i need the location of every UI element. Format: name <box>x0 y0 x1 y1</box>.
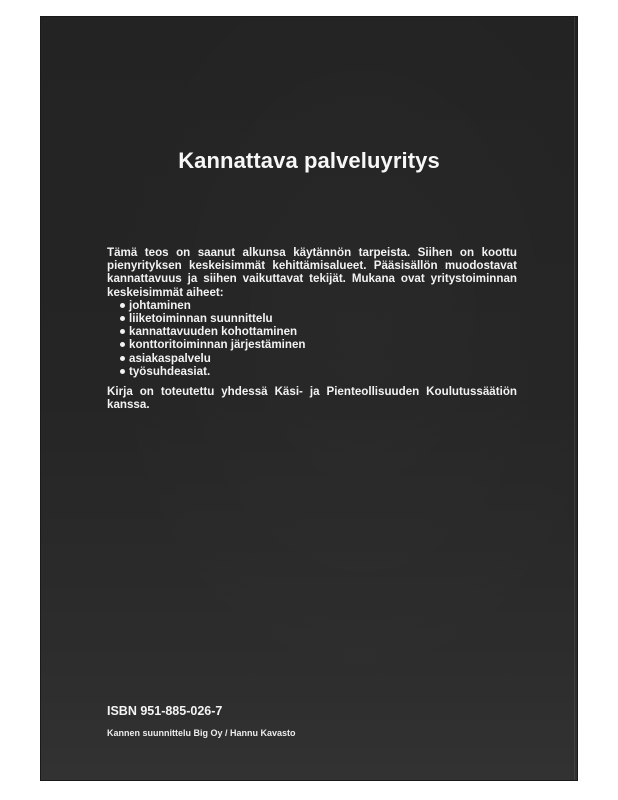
bullet-icon <box>120 356 125 361</box>
topic-label: työsuhdeasiat. <box>129 364 211 378</box>
bullet-icon <box>120 342 125 347</box>
closing-paragraph: Kirja on toteutettu yhdessä Käsi- ja Pienteollisuuden Koulutussäätiön kanssa. <box>107 385 517 412</box>
topic-item <box>120 365 517 378</box>
topic-label: liiketoiminnan suunnittelu <box>129 312 273 326</box>
topic-item <box>120 352 517 365</box>
topic-item <box>120 325 517 338</box>
bullet-icon <box>120 329 125 334</box>
topic-label: konttoritoiminnan järjestäminen <box>129 338 306 352</box>
topic-item <box>120 299 517 312</box>
intro-paragraph: Tämä teos on saanut alkunsa käytännön tarpeista. Siihen on koottu pienyrityksen keskeisimmät kehittämisalueet. Pääsisällön muodostavat kannattavuus ja siihen vaikuttavat tekijät. Mukana ovat yritystoiminnan keskeisimmät aiheet: <box>107 246 517 299</box>
book-back-cover <box>41 17 577 780</box>
topic-list <box>107 299 517 378</box>
topic-label: kannattavuuden kohottaminen <box>129 325 298 339</box>
isbn-number: ISBN 951-885-026-7 <box>107 704 223 718</box>
topic-label: johtaminen <box>129 298 191 312</box>
topic-item <box>120 338 517 351</box>
bullet-icon <box>120 303 125 308</box>
cover-design-credit: Kannen suunnittelu Big Oy / Hannu Kavasto <box>107 728 296 738</box>
topic-label: asiakaspalvelu <box>129 351 211 365</box>
description-block <box>107 246 517 411</box>
bullet-icon <box>120 316 125 321</box>
bullet-icon <box>120 369 125 374</box>
topic-item <box>120 312 517 325</box>
book-title: Kannattava palveluyritys <box>178 148 440 173</box>
